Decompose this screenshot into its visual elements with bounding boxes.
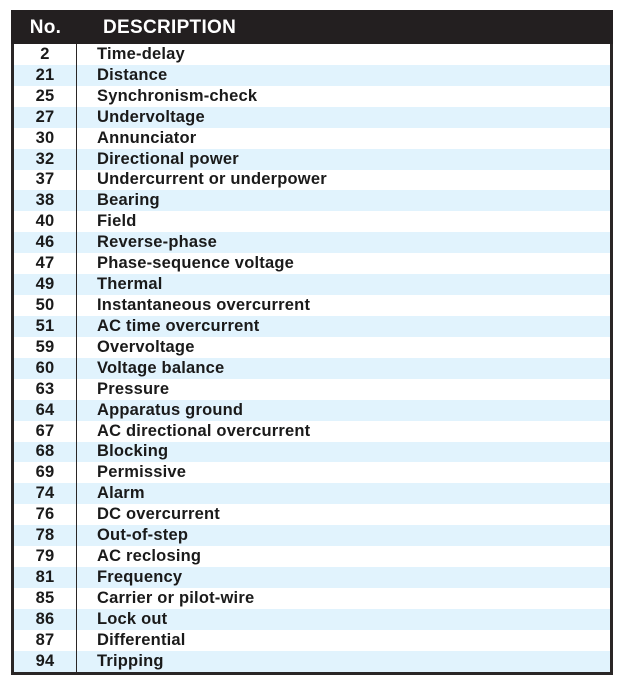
- cell-number: 37: [14, 170, 77, 191]
- cell-description: Undercurrent or underpower: [97, 170, 327, 189]
- table-row: [14, 379, 610, 400]
- cell-number: 69: [14, 462, 77, 483]
- table-header: [11, 10, 613, 44]
- cell-number: 50: [14, 295, 77, 316]
- cell-number: 49: [14, 274, 77, 295]
- cell-number: 79: [14, 546, 77, 567]
- table-row: [14, 442, 610, 463]
- device-numbers-table: [11, 10, 613, 675]
- cell-number: 38: [14, 190, 77, 211]
- cell-number: 25: [14, 86, 77, 107]
- cell-number: 94: [14, 651, 77, 672]
- table-row: [14, 421, 610, 442]
- table-row: [14, 504, 610, 525]
- table-row: [14, 358, 610, 379]
- cell-number: 87: [14, 630, 77, 651]
- header-description: DESCRIPTION: [103, 17, 237, 38]
- table-row: [14, 65, 610, 86]
- cell-number: 64: [14, 400, 77, 421]
- cell-description: Differential: [97, 630, 186, 649]
- cell-description: Carrier or pilot-wire: [97, 588, 255, 607]
- table-row: [14, 149, 610, 170]
- cell-description: Tripping: [97, 651, 164, 670]
- table-row: [14, 128, 610, 149]
- cell-number: 51: [14, 316, 77, 337]
- table-row: [14, 400, 610, 421]
- table-row: [14, 190, 610, 211]
- cell-number: 21: [14, 65, 77, 86]
- table-row: [14, 211, 610, 232]
- table-row: [14, 483, 610, 504]
- cell-description: Synchronism-check: [97, 86, 258, 105]
- cell-number: 30: [14, 128, 77, 149]
- table-body: [14, 44, 610, 672]
- table-row: [14, 567, 610, 588]
- cell-description: DC overcurrent: [97, 505, 220, 524]
- cell-description: Out-of-step: [97, 526, 189, 545]
- cell-description: Lock out: [97, 609, 168, 628]
- table-row: [14, 588, 610, 609]
- table-row: [14, 609, 610, 630]
- cell-description: Voltage balance: [97, 358, 225, 377]
- cell-description: Thermal: [97, 275, 163, 294]
- cell-number: 32: [14, 149, 77, 170]
- table-row: [14, 651, 610, 672]
- table-row: [14, 295, 610, 316]
- table-row: [14, 525, 610, 546]
- cell-number: 46: [14, 232, 77, 253]
- cell-description: Reverse-phase: [97, 233, 218, 252]
- cell-description: Alarm: [97, 484, 145, 503]
- cell-number: 27: [14, 107, 77, 128]
- cell-number: 86: [14, 609, 77, 630]
- cell-description: Phase-sequence voltage: [97, 254, 294, 273]
- cell-description: Distance: [97, 65, 168, 84]
- cell-description: Bearing: [97, 191, 160, 210]
- cell-description: Annunciator: [97, 128, 197, 147]
- cell-description: Pressure: [97, 379, 170, 398]
- table-row: [14, 107, 610, 128]
- table-row: [14, 337, 610, 358]
- cell-number: 78: [14, 525, 77, 546]
- table-row: [14, 253, 610, 274]
- table-row: [14, 86, 610, 107]
- table-row: [14, 274, 610, 295]
- cell-description: Overvoltage: [97, 337, 195, 356]
- table-row: [14, 232, 610, 253]
- cell-number: 85: [14, 588, 77, 609]
- cell-number: 2: [14, 44, 77, 65]
- cell-number: 63: [14, 379, 77, 400]
- header-number: No.: [29, 17, 62, 38]
- cell-description: Directional power: [97, 149, 239, 168]
- cell-number: 76: [14, 504, 77, 525]
- cell-number: 67: [14, 421, 77, 442]
- cell-description: Undervoltage: [97, 107, 205, 126]
- cell-description: AC time overcurrent: [97, 316, 260, 335]
- cell-number: 68: [14, 442, 77, 463]
- cell-description: Frequency: [97, 568, 183, 586]
- cell-description: Time-delay: [97, 44, 185, 63]
- table-row: [14, 546, 610, 567]
- cell-description: Blocking: [97, 442, 169, 461]
- table-row: [14, 316, 610, 337]
- cell-number: 59: [14, 337, 77, 358]
- cell-description: Instantaneous overcurrent: [97, 296, 311, 315]
- cell-number: 81: [14, 567, 77, 588]
- cell-number: 40: [14, 211, 77, 232]
- cell-description: Permissive: [97, 463, 187, 482]
- table-row: [14, 170, 610, 191]
- table-row: [14, 44, 610, 65]
- cell-number: 60: [14, 358, 77, 379]
- cell-description: Field: [97, 212, 137, 231]
- cell-number: 74: [14, 483, 77, 504]
- cell-description: AC directional overcurrent: [97, 421, 311, 440]
- cell-description: AC reclosing: [97, 547, 202, 566]
- table-row: [14, 462, 610, 483]
- cell-number: 47: [14, 253, 77, 274]
- cell-description: Apparatus ground: [97, 400, 244, 419]
- table-row: [14, 630, 610, 651]
